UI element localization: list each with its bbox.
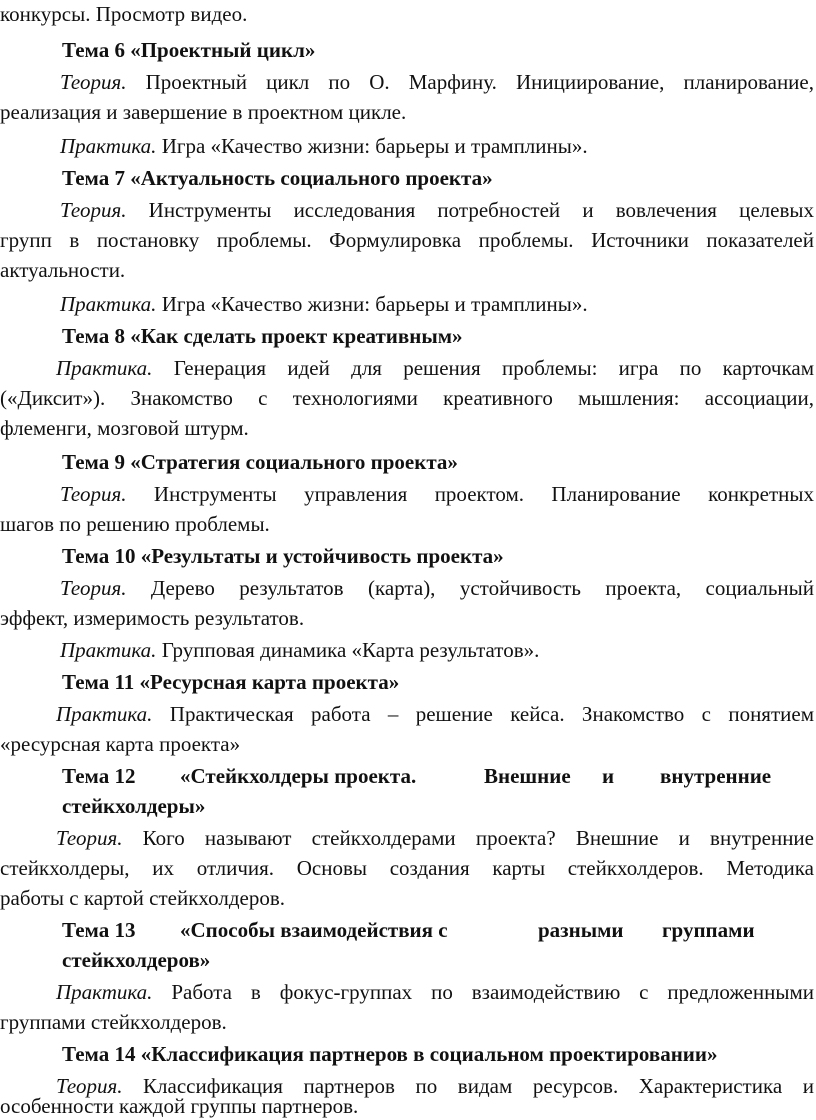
theory-label: Теория.: [60, 198, 127, 222]
text-line: группами стейкхолдеров.: [0, 1010, 227, 1034]
text-span: Проектный цикл по О. Марфину. Инициирование, планирование,: [126, 70, 814, 94]
heading-word: группами: [662, 918, 755, 942]
theory-label: Теория.: [60, 482, 127, 506]
heading-word: и: [602, 764, 615, 788]
text-line: работы с картой стейкхолдеров.: [0, 886, 285, 910]
heading-word: разными: [538, 918, 624, 942]
topic-12-heading: [62, 762, 814, 790]
heading-word: Тема 12: [62, 764, 136, 788]
topic-10-practice-line: [0, 636, 814, 664]
topic-12-heading-cont: стейкхолдеры»: [62, 794, 206, 818]
text-line: «ресурсная карта проекта»: [0, 732, 241, 756]
topic-9-heading: Тема 9 «Стратегия социального проекта»: [62, 450, 458, 474]
topic-8-practice-line: [0, 354, 814, 382]
practice-label: Практика.: [60, 292, 157, 316]
topic-7-theory-line: [0, 196, 814, 224]
text-line: особенности каждой группы партнеров.: [0, 1094, 359, 1118]
topic-11-heading: Тема 11 «Ресурсная карта проекта»: [62, 670, 400, 694]
topic-13-heading: [62, 916, 814, 944]
practice-label: Практика.: [60, 134, 157, 158]
theory-label: Теория.: [60, 576, 127, 600]
topic-6-theory-line: [0, 68, 814, 96]
text-line: флеменги, мозговой штурм.: [0, 416, 249, 440]
practice-label: Практика.: [60, 638, 157, 662]
text-span: Инструменты управления проектом. Планирование конкретных: [126, 482, 814, 506]
text-line: («Диксит»). Знакомство с технологиями креативного мышления: ассоциации,: [0, 386, 814, 410]
text-line: актуальности.: [0, 258, 126, 282]
text-span: Групповая динамика «Карта результатов».: [156, 638, 540, 662]
heading-word: «Стейкхолдеры проекта.: [180, 764, 417, 788]
heading-word: внутренние: [660, 764, 772, 788]
topic-13-heading-cont: стейкхолдеров»: [62, 948, 211, 972]
theory-label: Теория.: [60, 70, 127, 94]
text-line: шагов по решению проблемы.: [0, 512, 270, 536]
text-span: Работа в фокус-группах по взаимодействию с предложенными: [152, 980, 814, 1004]
text-span: Дерево результатов (карта), устойчивость проекта, социальный: [126, 576, 814, 600]
text-line: реализация и завершение в проектном цикле.: [0, 100, 407, 124]
text-line: групп в постановку проблемы. Формулировка проблемы. Источники показателей: [0, 228, 814, 252]
text-span: Генерация идей для решения проблемы: игра по карточкам: [152, 356, 814, 380]
text-span: Инструменты исследования потребностей и вовлечения целевых: [126, 198, 814, 222]
text-span: Практическая работа – решение кейса. Знакомство с понятием: [152, 702, 814, 726]
theory-label: Теория.: [56, 826, 123, 850]
practice-label: Практика.: [56, 702, 153, 726]
topic-12-theory-line: [0, 824, 814, 852]
topic-7-heading: Тема 7 «Актуальность социального проекта»: [62, 166, 493, 190]
topic-11-practice-line: [0, 700, 814, 728]
text-span: Игра «Качество жизни: барьеры и трамплины».: [156, 134, 588, 158]
text-span: Кого называют стейкхолдерами проекта? Внешние и внутренние: [122, 826, 814, 850]
text-line: конкурсы. Просмотр видео.: [0, 2, 248, 26]
topic-7-practice-line: [0, 290, 814, 318]
heading-word: Тема 13: [62, 918, 136, 942]
heading-word: «Способы взаимодействия с: [180, 918, 448, 942]
practice-label: Практика.: [56, 980, 153, 1004]
topic-8-heading: Тема 8 «Как сделать проект креативным»: [62, 324, 463, 348]
topic-10-heading: Тема 10 «Результаты и устойчивость проекта»: [62, 544, 504, 568]
text-span: Игра «Качество жизни: барьеры и трамплины».: [156, 292, 588, 316]
heading-word: Внешние: [484, 764, 571, 788]
topic-6-practice-line: [0, 132, 814, 160]
theory-label: Теория.: [56, 1074, 123, 1098]
topic-9-theory-line: [0, 480, 814, 508]
topic-13-practice-line: [0, 978, 814, 1006]
text-line: эффект, измеримость результатов.: [0, 606, 305, 630]
text-span: Классификация партнеров по видам ресурсов. Характеристика и: [122, 1074, 814, 1098]
topic-6-heading: Тема 6 «Проектный цикл»: [62, 38, 316, 62]
text-line: стейкхолдеры, их отличия. Основы создания карты стейкхолдеров. Методика: [0, 856, 814, 880]
practice-label: Практика.: [56, 356, 153, 380]
topic-14-heading: Тема 14 «Классификация партнеров в социальном проектировании»: [62, 1042, 718, 1066]
topic-10-theory-line: [0, 574, 814, 602]
